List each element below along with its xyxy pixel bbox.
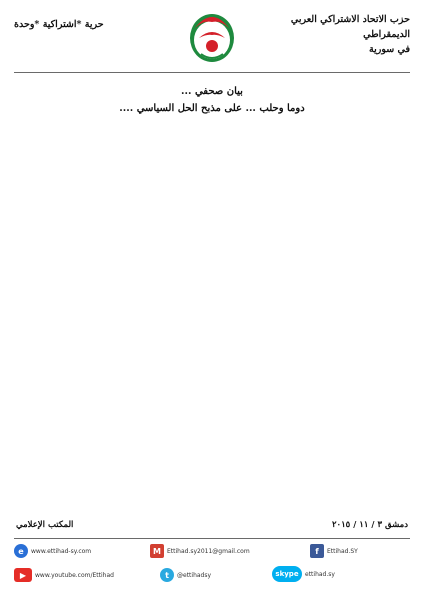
browser-icon: e <box>14 544 28 558</box>
twitter-icon: t <box>160 568 174 582</box>
party-logo-icon <box>187 8 237 64</box>
facebook-link[interactable] <box>310 544 358 558</box>
statement-date: دمشق ٣ / ١١ / ٢٠١٥ <box>331 520 408 530</box>
youtube-icon: ▶ <box>14 568 32 582</box>
email-link[interactable] <box>150 544 250 558</box>
youtube-text: www.youtube.com/Ettihad <box>35 571 114 579</box>
website-text: www.ettihad-sy.com <box>31 547 92 555</box>
letterhead <box>14 8 410 68</box>
party-name-line1: حزب الاتحاد الاشتراكي العربي الديمقراطي <box>290 14 410 40</box>
facebook-icon: f <box>310 544 324 558</box>
statement-footer <box>16 520 408 534</box>
skype-link[interactable] <box>272 566 335 582</box>
party-name-line2: في سورية <box>369 44 410 55</box>
footer-divider <box>14 538 410 539</box>
skype-icon: skype <box>272 566 302 582</box>
twitter-text: @ettihadsy <box>177 571 212 579</box>
email-text: Ettihad.sy2011@gmail.com <box>167 547 250 555</box>
website-link[interactable] <box>14 544 91 558</box>
gmail-icon: M <box>150 544 164 558</box>
party-slogan: حرية *اشتراكية *وحدة <box>14 19 104 30</box>
media-office-signature: المكتب الإعلامي <box>16 520 74 530</box>
statement-title: بيان صحفي ... <box>181 86 243 97</box>
contact-bar <box>10 542 414 592</box>
statement-body <box>16 130 408 131</box>
facebook-text: Ettihad.SY <box>327 547 358 555</box>
party-name <box>260 12 410 57</box>
skype-text: ettihad.sy <box>305 570 335 578</box>
youtube-link[interactable] <box>14 568 114 582</box>
header-divider <box>14 72 410 73</box>
twitter-link[interactable] <box>160 568 211 582</box>
statement-subtitle: دوما وحلب ... على مذبح الحل السياسي .... <box>119 103 305 114</box>
